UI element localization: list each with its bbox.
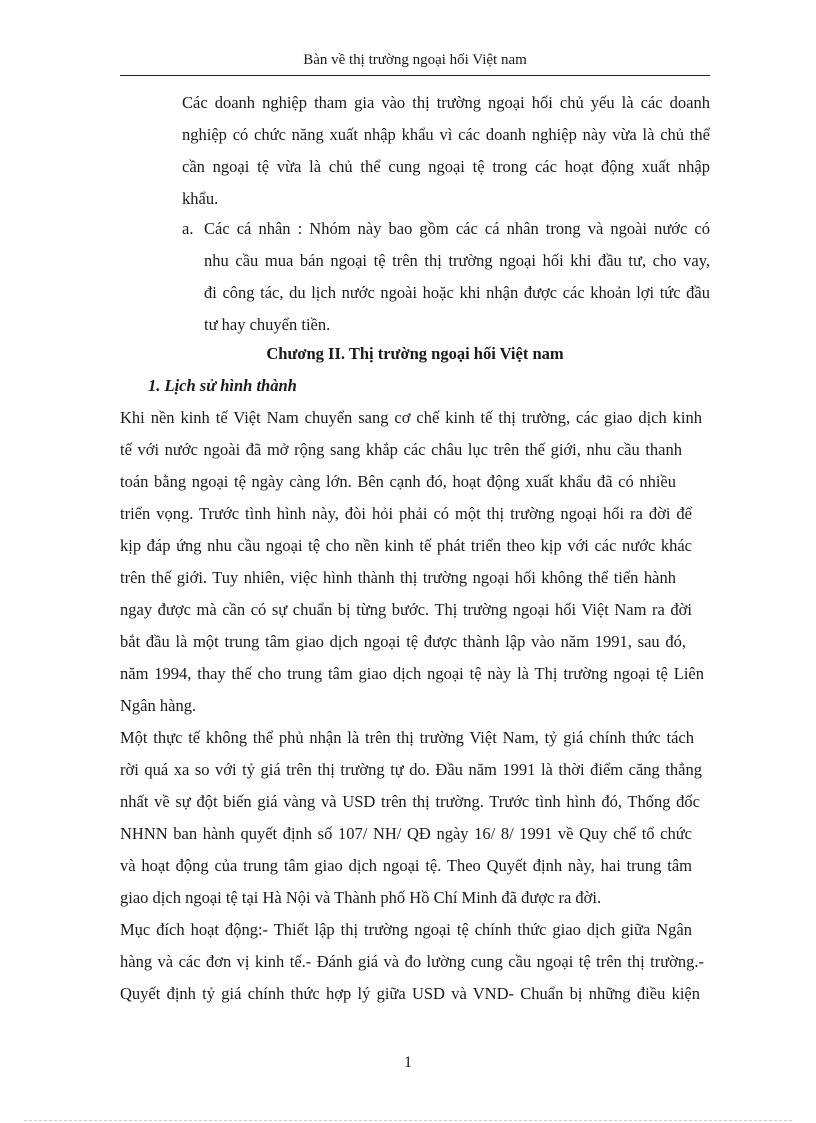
paragraph-line: Ngân hàng. — [120, 696, 197, 715]
paragraph-line: Một thực tế không thể phủ nhận là trên thị trường Việt Nam, tỷ giá chính thức tách — [120, 728, 694, 747]
paragraph-line: bắt đầu là một trung tâm giao dịch ngoại tệ được thành lập vào năm 1991, sau đó, — [120, 632, 686, 651]
paragraph-line: trên thế giới. Tuy nhiên, việc hình thành thị trường ngoại hối không thể tiến hành — [120, 568, 676, 587]
paragraph-line: toán bằng ngoại tệ ngày càng lớn. Bên cạnh đó, hoạt động xuất khẩu đã có nhiều — [120, 472, 676, 491]
paragraph-line: năm 1994, thay thế cho trung tâm giao dịch ngoại tệ này là Thị trường ngoại tệ Liên — [120, 664, 704, 683]
list-line: nhu cầu mua bán ngoại tệ trên thị trường ngoại hối khi đầu tư, cho vay, — [204, 251, 710, 270]
paragraph-line: Các doanh nghiệp tham gia vào thị trường ngoại hối chủ yếu là các doanh — [182, 93, 710, 112]
list-line: Các cá nhân : Nhóm này bao gồm các cá nhân trong và ngoài nước có — [204, 219, 710, 238]
paragraph-line: hàng và các đơn vị kinh tế.- Đánh giá và đo lường cung cầu ngoại tệ trên thị trường.- — [120, 952, 704, 971]
paragraph-line: và hoạt động của trung tâm giao dịch ngoại tệ. Theo Quyết định này, hai trung tâm — [120, 856, 692, 875]
paragraph-line: Quyết định tỷ giá chính thức hợp lý giữa USD và VND- Chuẩn bị những điều kiện — [120, 984, 700, 1003]
chapter-title: Chương II. Thị trường ngoại hối Việt nam — [266, 344, 564, 363]
paragraph-line: nghiệp có chức năng xuất nhập khẩu vì các doanh nghiệp này vừa là chủ thể — [182, 125, 710, 144]
section-title: 1. Lịch sử hình thành — [148, 376, 297, 395]
header-divider — [120, 75, 710, 76]
list-marker: a. — [182, 219, 194, 238]
paragraph-line: khẩu. — [182, 189, 219, 208]
list-line: đi công tác, du lịch nước ngoài hoặc khi nhận được các khoản lợi tức đầu — [204, 283, 710, 302]
paragraph-line: NHNN ban hành quyết định số 107/ NH/ QĐ ngày 16/ 8/ 1991 về Quy chế tổ chức — [120, 824, 692, 843]
paragraph-line: kịp đáp ứng nhu cầu ngoại tệ cho nền kinh tế phát triển theo kịp với các nước khác — [120, 536, 692, 555]
paragraph-line: giao dịch ngoại tệ tại Hà Nội và Thành phố Hồ Chí Minh đã được ra đời. — [120, 888, 602, 907]
document-title: Bàn về thị trường ngoại hối Việt nam — [303, 52, 527, 68]
page-bottom-divider — [24, 1120, 792, 1121]
paragraph-line: Khi nền kinh tế Việt Nam chuyển sang cơ chế kinh tế thị trường, các giao dịch kinh — [120, 408, 702, 427]
paragraph-line: cần ngoại tệ vừa là chủ thể cung ngoại tệ trong các hoạt động xuất nhập — [182, 157, 710, 176]
page-number: 1 — [404, 1054, 412, 1071]
paragraph-line: rời quá xa so với tỷ giá trên thị trường tự do. Đầu năm 1991 là thời điểm căng thẳng — [120, 760, 702, 779]
paragraph-line: Mục đích hoạt động:- Thiết lập thị trường ngoại tệ chính thức giao dịch giữa Ngân — [120, 920, 692, 939]
paragraph-line: triển vọng. Trước tình hình này, đòi hỏi phải có một thị trường ngoại hối ra đời để — [120, 504, 692, 523]
paragraph-line: tế với nước ngoài đã mở rộng sang khắp các châu lục trên thế giới, nhu cầu thanh — [120, 440, 682, 459]
list-line: tư hay chuyển tiền. — [204, 315, 331, 334]
paragraph-line: ngay được mà cần có sự chuẩn bị từng bước. Thị trường ngoại hối Việt Nam ra đời — [120, 600, 692, 619]
paragraph-line: nhất về sự đột biến giá vàng và USD trên thị trường. Trước tình hình đó, Thống đốc — [120, 792, 700, 811]
